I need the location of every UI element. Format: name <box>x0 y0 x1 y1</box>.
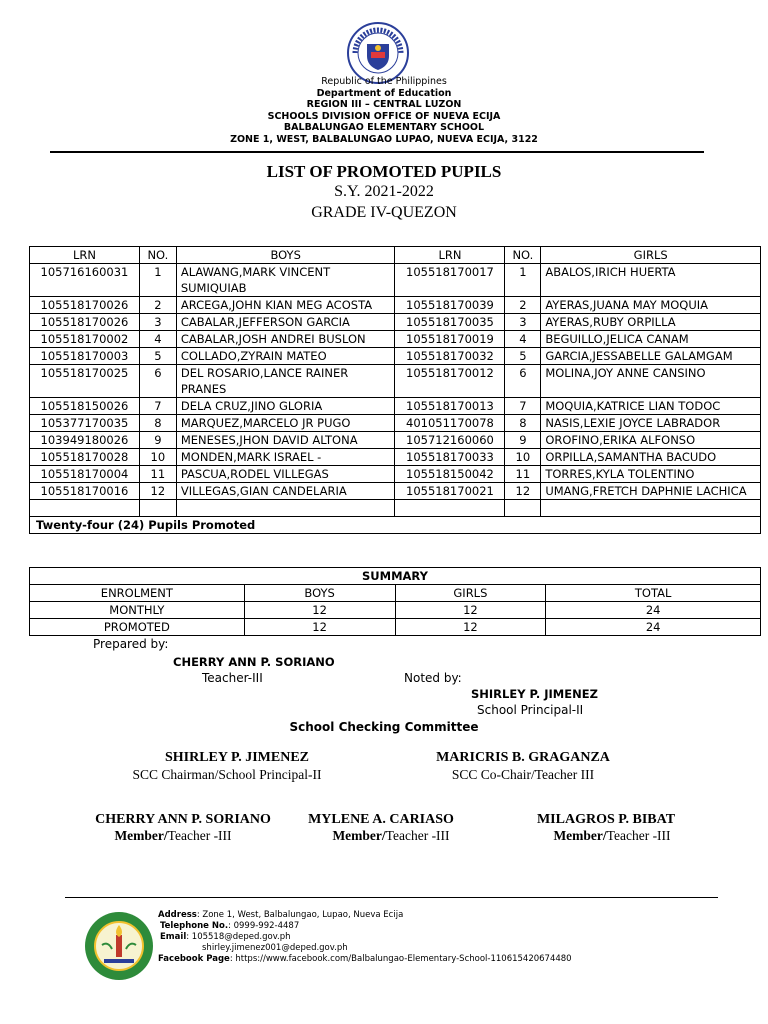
summary-cell: 12 <box>244 602 395 619</box>
girl-name: UMANG,FRETCH DAPHNIE LACHICA <box>541 483 761 500</box>
boy-lrn: 105377170035 <box>30 415 140 432</box>
cochair-role: SCC Co-Chair/Teacher III <box>451 767 595 782</box>
boy-number: 7 <box>139 398 176 415</box>
boy-number: 9 <box>139 432 176 449</box>
girl-lrn: 105518170032 <box>395 348 505 365</box>
boy-number: 8 <box>139 415 176 432</box>
girl-name: MOQUIA,KATRICE LIAN TODOC <box>541 398 761 415</box>
table-row <box>30 449 761 466</box>
noted-role: School Principal-II <box>477 703 584 717</box>
table-row <box>30 365 761 398</box>
summary-header: BOYS <box>244 585 395 602</box>
boy-lrn: 105518170003 <box>30 348 140 365</box>
summary-title: SUMMARY <box>30 568 761 585</box>
promoted-count: Twenty-four (24) Pupils Promoted <box>30 517 761 534</box>
noted-name: SHIRLEY P. JIMENEZ <box>471 687 598 701</box>
boys-header: BOYS <box>176 247 395 264</box>
footer-contact <box>158 910 572 965</box>
girl-name: TORRES,KYLA TOLENTINO <box>541 466 761 483</box>
girl-lrn: 105518150042 <box>395 466 505 483</box>
deped-seal <box>347 22 409 84</box>
summary-table <box>29 567 761 636</box>
boy-name: VILLEGAS,GIAN CANDELARIA <box>176 483 395 500</box>
boy-number: 5 <box>139 348 176 365</box>
girl-number: 10 <box>505 449 541 466</box>
girl-number: 1 <box>505 264 541 297</box>
footer-facebook <box>158 954 572 965</box>
header-school: BALBALUNGAO ELEMENTARY SCHOOL <box>283 122 485 133</box>
boy-lrn: 105518170026 <box>30 297 140 314</box>
table-row <box>30 314 761 331</box>
girls-no-header: NO. <box>505 247 541 264</box>
summary-cell: 12 <box>395 602 546 619</box>
summary-cell: 12 <box>244 619 395 636</box>
blank-row <box>30 500 761 517</box>
header-division: SCHOOLS DIVISION OFFICE OF NUEVA ECIJA <box>267 110 501 122</box>
letterhead <box>0 76 768 145</box>
footer-phone <box>158 921 572 932</box>
boy-name: PASCUA,RODEL VILLEGAS <box>176 466 395 483</box>
footer-email-2[interactable]: shirley.jimenez001@deped.gov.ph <box>202 943 348 953</box>
table-header-row <box>30 247 761 264</box>
girl-lrn: 105518170033 <box>395 449 505 466</box>
footer-phone-value: : 0999-992-4487 <box>228 921 300 931</box>
girl-number: 8 <box>505 415 541 432</box>
boy-name: COLLADO,ZYRAIN MATEO <box>176 348 395 365</box>
cochair-name: MARICRIS B. GRAGANZA <box>436 750 610 765</box>
total-row <box>30 517 761 534</box>
summary-cell: PROMOTED <box>30 619 245 636</box>
member-name: MILAGROS P. BIBAT <box>536 812 676 827</box>
boy-number: 10 <box>139 449 176 466</box>
boy-name: CABALAR,JEFFERSON GARCIA <box>176 314 395 331</box>
table-row <box>30 466 761 483</box>
girl-number: 5 <box>505 348 541 365</box>
table-row <box>30 483 761 500</box>
girl-name: ORPILLA,SAMANTHA BACUDO <box>541 449 761 466</box>
girl-name: BEGUILLO,JELICA CANAM <box>541 331 761 348</box>
chair-role: SCC Chairman/School Principal-II <box>132 767 322 782</box>
member-role-label: Member/ <box>114 828 168 843</box>
member-role-label: Member/ <box>553 828 607 843</box>
table-row <box>30 264 761 297</box>
girl-lrn: 105518170019 <box>395 331 505 348</box>
table-row <box>30 297 761 314</box>
summary-header: GIRLS <box>395 585 546 602</box>
boy-lrn: 105716160031 <box>30 264 140 297</box>
table-row <box>30 331 761 348</box>
boy-name: DEL ROSARIO,LANCE RAINER PRANES <box>176 365 395 398</box>
boy-lrn: 105518170002 <box>30 331 140 348</box>
table-row <box>30 415 761 432</box>
member-role-title: Teacher -III <box>167 828 232 843</box>
pupil-rows <box>30 264 761 500</box>
girl-lrn: 105518170039 <box>395 297 505 314</box>
chair-name: SHIRLEY P. JIMENEZ <box>164 750 310 765</box>
girl-name: GARCIA,JESSABELLE GALAMGAM <box>541 348 761 365</box>
summary-title-row <box>30 568 761 585</box>
footer-address-value: : Zone 1, West, Balbalungao, Lupao, Nueva Ecija <box>196 910 404 920</box>
girl-name: MOLINA,JOY ANNE CANSINO <box>541 365 761 398</box>
summary-cell: 24 <box>546 602 761 619</box>
boy-number: 4 <box>139 331 176 348</box>
prepared-label: Prepared by: <box>93 637 169 651</box>
boy-number: 11 <box>139 466 176 483</box>
noted-label: Noted by: <box>404 671 462 685</box>
girl-number: 4 <box>505 331 541 348</box>
committee-title: School Checking Committee <box>289 720 479 734</box>
boys-lrn-header: LRN <box>30 247 140 264</box>
table-row <box>30 348 761 365</box>
girl-name: NASIS,LEXIE JOYCE LABRADOR <box>541 415 761 432</box>
girl-name: AYERAS,RUBY ORPILLA <box>541 314 761 331</box>
footer-email <box>158 932 572 943</box>
member-role <box>68 828 278 844</box>
girls-header: GIRLS <box>541 247 761 264</box>
summary-header: ENROLMENT <box>30 585 245 602</box>
boy-lrn: 103949180026 <box>30 432 140 449</box>
girl-name: AYERAS,JUANA MAY MOQUIA <box>541 297 761 314</box>
footer-facebook-link[interactable]: : https://www.facebook.com/Balbalungao-Elementary-School-110615420674480 <box>229 954 572 964</box>
member-role-title: Teacher -III <box>606 828 671 843</box>
boy-lrn: 105518170028 <box>30 449 140 466</box>
member-role <box>301 828 481 844</box>
summary-row-promoted <box>30 619 761 636</box>
boy-name: MONDEN,MARK ISRAEL - <box>176 449 395 466</box>
summary-row-monthly <box>30 602 761 619</box>
boy-number: 3 <box>139 314 176 331</box>
girl-lrn: 401051170078 <box>395 415 505 432</box>
prepared-role: Teacher-III <box>202 671 263 685</box>
boy-number: 12 <box>139 483 176 500</box>
boy-number: 2 <box>139 297 176 314</box>
footer-email-label: Email <box>160 932 187 942</box>
boy-name: ARCEGA,JOHN KIAN MEG ACOSTA <box>176 297 395 314</box>
girl-number: 2 <box>505 297 541 314</box>
girl-number: 12 <box>505 483 541 500</box>
member-name: MYLENE A. CARIASO <box>308 812 454 827</box>
girl-lrn: 105518170012 <box>395 365 505 398</box>
member-name: CHERRY ANN P. SORIANO <box>95 812 271 827</box>
girls-lrn-header: LRN <box>395 247 505 264</box>
girl-lrn: 105518170017 <box>395 264 505 297</box>
girl-name: OROFINO,ERIKA ALFONSO <box>541 432 761 449</box>
boy-lrn: 105518170026 <box>30 314 140 331</box>
boys-no-header: NO. <box>139 247 176 264</box>
boy-lrn: 105518170004 <box>30 466 140 483</box>
member-role-title: Teacher -III <box>385 828 450 843</box>
girl-number: 11 <box>505 466 541 483</box>
girl-lrn: 105518170013 <box>395 398 505 415</box>
prepared-name: CHERRY ANN P. SORIANO <box>173 655 335 669</box>
boy-name: DELA CRUZ,JINO GLORIA <box>176 398 395 415</box>
footer-divider <box>65 897 718 898</box>
footer-phone-label: Telephone No. <box>160 921 229 931</box>
header-divider <box>50 151 704 153</box>
header-republic: Republic of the Philippines <box>321 76 447 87</box>
header-region: REGION III – CENTRAL LUZON <box>306 99 462 110</box>
pupils-table <box>29 246 761 534</box>
summary-cell: 24 <box>546 619 761 636</box>
girl-number: 7 <box>505 398 541 415</box>
summary-header: TOTAL <box>546 585 761 602</box>
boy-name: ALAWANG,MARK VINCENT SUMIQUIAB <box>176 264 395 297</box>
header-department: Department of Education <box>316 87 452 99</box>
footer-facebook-label: Facebook Page <box>158 954 230 964</box>
boy-name: MENESES,JHON DAVID ALTONA <box>176 432 395 449</box>
footer-address <box>158 910 572 921</box>
grade-section: GRADE IV-QUEZON <box>311 204 457 221</box>
boy-number: 6 <box>139 365 176 398</box>
table-row <box>30 432 761 449</box>
girl-number: 3 <box>505 314 541 331</box>
boy-name: MARQUEZ,MARCELO JR PUGO <box>176 415 395 432</box>
footer-email-value[interactable]: : 105518@deped.gov.ph <box>186 932 291 942</box>
summary-header-row <box>30 585 761 602</box>
girl-number: 6 <box>505 365 541 398</box>
header-address: ZONE 1, WEST, BALBALUNGAO LUPAO, NUEVA ECIJA, 3122 <box>230 133 538 145</box>
page-title: LIST OF PROMOTED PUPILS <box>266 162 502 181</box>
summary-cell: 12 <box>395 619 546 636</box>
girl-number: 9 <box>505 432 541 449</box>
summary-cell: MONTHLY <box>30 602 245 619</box>
school-year: S.Y. 2021-2022 <box>334 183 434 200</box>
boy-number: 1 <box>139 264 176 297</box>
footer-address-label: Address <box>158 910 197 920</box>
table-row <box>30 398 761 415</box>
boy-lrn: 105518170016 <box>30 483 140 500</box>
member-role-label: Member/ <box>332 828 386 843</box>
girl-name: ABALOS,IRICH HUERTA <box>541 264 761 297</box>
school-logo <box>84 911 154 981</box>
girl-lrn: 105518170035 <box>395 314 505 331</box>
girl-lrn: 105518170021 <box>395 483 505 500</box>
boy-name: CABALAR,JOSH ANDREI BUSLON <box>176 331 395 348</box>
boy-lrn: 105518150026 <box>30 398 140 415</box>
member-role <box>512 828 712 844</box>
boy-lrn: 105518170025 <box>30 365 140 398</box>
girl-lrn: 105712160060 <box>395 432 505 449</box>
